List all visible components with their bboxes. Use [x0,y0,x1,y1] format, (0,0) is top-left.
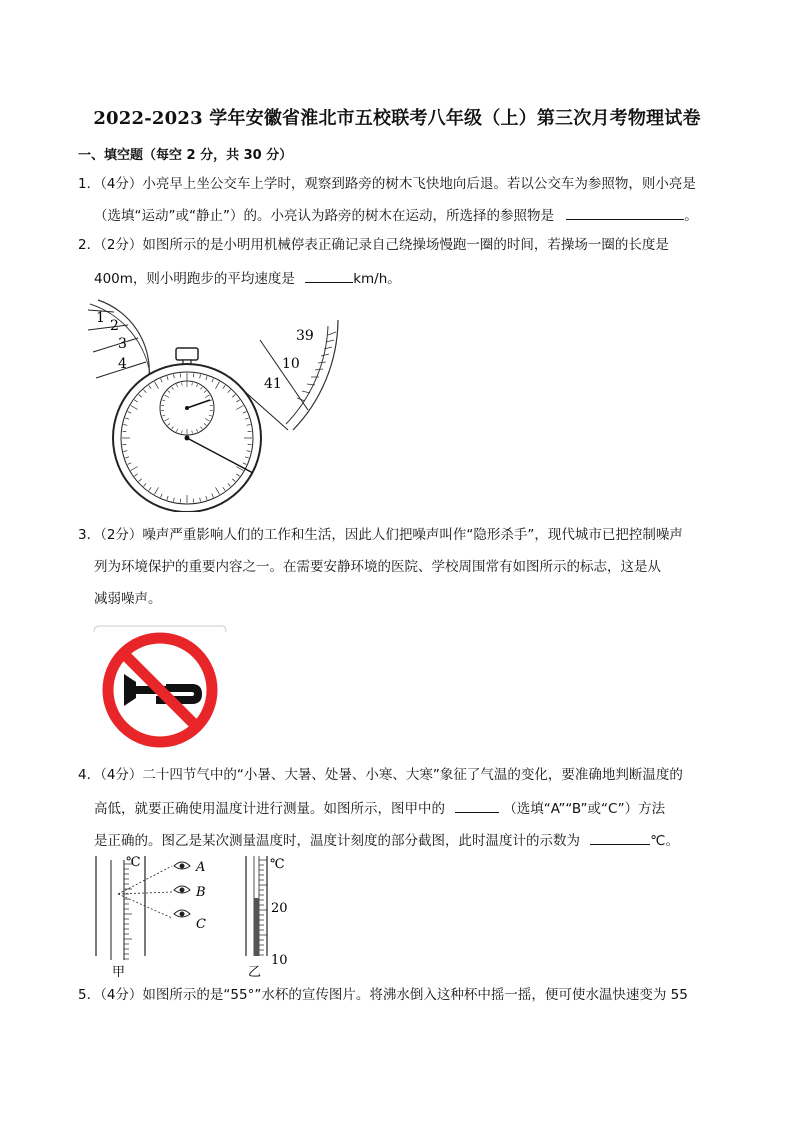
q2-answer-blank[interactable] [305,268,353,283]
eye-icon-a [174,862,190,869]
q2-line2 [94,268,401,288]
big-dial-label-10: 10 [282,356,300,372]
section-heading: 一、填空题（每空 2 分，共 30 分） [78,148,293,163]
fig-label-jia: 甲 [112,965,126,980]
q2-line1: 2．（2分）如图所示的是小明用机械停表正确记录自己绕操场慢跑一圈的时间，若操场一圈的长度是 [78,237,669,253]
q4-line1: 4．（4分）二十四节气中的“小暑、大暑、处暑、小寒、大寒”象征了气温的变化，要准确地判断温度的 [78,767,683,783]
yi-unit: ℃ [270,857,285,872]
q3-line3: 减弱噪声。 [94,591,162,607]
q2-text-b: km/h。 [353,271,401,287]
small-dial-label-1: 1 [96,310,105,326]
eye-icon-b [174,886,190,893]
q4-text-d: ℃。 [650,833,679,849]
fig-label-yi: 乙 [248,965,262,980]
big-dial-label-39: 39 [296,328,314,344]
small-dial-label-2: 2 [110,318,119,334]
jia-unit: ℃ [126,855,141,870]
stopwatch-figure [88,290,344,512]
no-horn-sign [92,624,228,754]
q1-answer-blank[interactable] [566,205,684,220]
thermometer-figure [90,852,300,980]
q3-line1: 3．（2分）噪声严重影响人们的工作和生活，因此人们把噪声叫作“隐形杀手”，现代城市已把控制噪声 [78,527,683,543]
small-dial-label-3: 3 [118,336,127,352]
q1-text-b: 。 [684,208,698,224]
q3-line2: 列为环境保护的重要内容之一。在需要安静环境的医院、学校周围常有如图所示的标志，这是从 [94,559,661,575]
q4-text-a: 高低，就要正确使用温度计进行测量。如图所示，图甲中的 [94,801,445,817]
eye-icon-c [174,910,190,917]
q4-answer-blank-2[interactable] [590,830,650,845]
q1-line1: 1．（4分）小亮早上坐公交车上学时，观察到路旁的树木飞快地向后退。若以公交车为参照物，则小亮是 [78,176,696,192]
q4-text-c: 是正确的。图乙是某次测量温度时，温度计刻度的部分截图，此时温度计的示数为 [94,833,580,849]
small-dial-label-4: 4 [118,356,127,372]
yi-scale-20: 20 [271,901,288,916]
q1-text-a: （选填“运动”或“静止”）的。小亮认为路旁的树木在运动，所选择的参照物是 [94,208,554,224]
q5-line1: 5．（4分）如图所示的是“55°”水杯的宣传图片。将沸水倒入这种杯中摇一摇，便可使水温快速变为 55 [78,987,688,1003]
page-title: 2022-2023 学年安徽省淮北市五校联考八年级（上）第三次月考物理试卷 [93,108,701,129]
q4-text-b: （选填“A”“B”或“C”）方法 [503,801,666,817]
q2-text-a: 400m，则小明跑步的平均速度是 [94,271,295,287]
big-dial-label-41: 41 [264,376,282,392]
q4-answer-blank-1[interactable] [455,798,499,813]
eye-label-c: C [196,917,206,932]
q4-line3 [94,830,679,850]
eye-label-a: A [196,860,206,875]
eye-label-b: B [196,885,206,900]
q1-line2 [94,205,698,225]
yi-scale-10: 10 [271,953,288,968]
q4-line2 [94,798,665,818]
